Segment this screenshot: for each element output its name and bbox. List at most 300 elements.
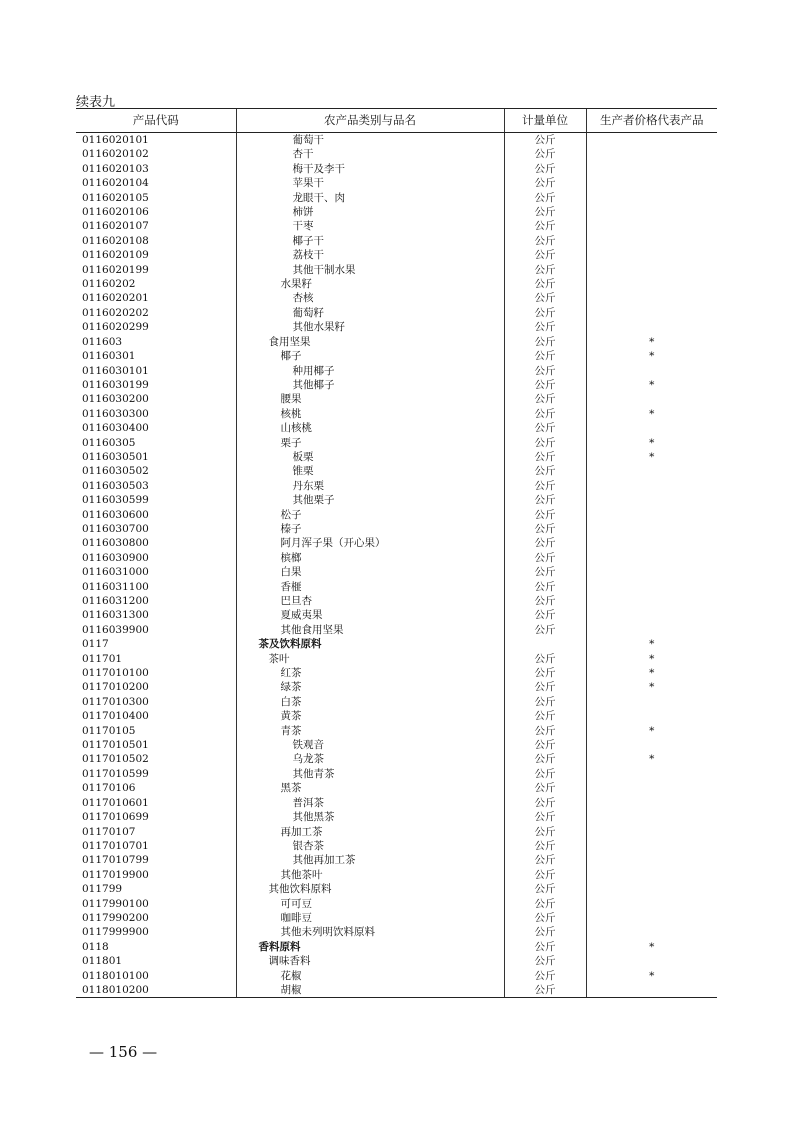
unit-cell: 公斤 — [504, 839, 586, 853]
unit-cell: 公斤 — [504, 969, 586, 983]
product-code-cell: 0117010400 — [82, 710, 149, 723]
representative-mark-cell — [586, 767, 717, 781]
unit-cell: 公斤 — [504, 205, 586, 219]
product-code-cell: 0116020202 — [82, 306, 149, 319]
product-code-cell: 0116030199 — [82, 378, 149, 391]
product-name-cell: 槟榔 — [236, 551, 504, 565]
table-row — [76, 940, 717, 954]
unit-cell: 公斤 — [504, 580, 586, 594]
product-code-cell: 0116020106 — [82, 206, 149, 219]
representative-mark-cell: * — [586, 335, 717, 349]
table-row — [76, 364, 717, 378]
product-name-cell: 葡萄籽 — [236, 306, 504, 320]
unit-cell: 公斤 — [504, 407, 586, 421]
unit-cell: 公斤 — [504, 263, 586, 277]
table-row — [76, 291, 717, 305]
table-row — [76, 969, 717, 983]
representative-mark-cell: * — [586, 666, 717, 680]
table-row — [76, 796, 717, 810]
page-number: — 156 — — [89, 1043, 158, 1061]
representative-mark-cell — [586, 983, 717, 998]
table-row — [76, 479, 717, 493]
product-code-cell: 0117010601 — [82, 796, 149, 809]
product-name-cell: 普洱茶 — [236, 796, 504, 810]
unit-cell: 公斤 — [504, 479, 586, 493]
product-name-cell: 胡椒 — [236, 983, 504, 998]
product-code-cell: 0117010300 — [82, 695, 149, 708]
table-row — [76, 853, 717, 867]
representative-mark-cell — [586, 205, 717, 219]
table-row — [76, 767, 717, 781]
product-code-cell: 01170106 — [82, 782, 136, 795]
unit-cell: 公斤 — [504, 436, 586, 450]
unit-cell: 公斤 — [504, 291, 586, 305]
unit-cell: 公斤 — [504, 306, 586, 320]
representative-mark-cell — [586, 234, 717, 248]
representative-mark-cell: * — [586, 752, 717, 766]
product-name-cell: 椰子干 — [236, 234, 504, 248]
unit-cell: 公斤 — [504, 882, 586, 896]
product-code-cell: 0116020299 — [82, 321, 149, 334]
unit-cell: 公斤 — [504, 796, 586, 810]
unit-cell: 公斤 — [504, 176, 586, 190]
unit-cell: 公斤 — [504, 219, 586, 233]
representative-mark-cell — [586, 306, 717, 320]
table-row — [76, 522, 717, 536]
representative-mark-cell — [586, 897, 717, 911]
product-name-cell: 锥栗 — [236, 464, 504, 478]
table-row — [76, 925, 717, 939]
unit-cell: 公斤 — [504, 147, 586, 161]
table-row — [76, 882, 717, 896]
table-row — [76, 133, 717, 148]
representative-mark-cell — [586, 825, 717, 839]
unit-cell: 公斤 — [504, 911, 586, 925]
unit-cell: 公斤 — [504, 752, 586, 766]
unit-cell: 公斤 — [504, 464, 586, 478]
product-name-cell: 种用椰子 — [236, 364, 504, 378]
product-code-cell: 0116031200 — [82, 595, 149, 607]
product-name-cell: 茶及饮料原料 — [236, 637, 504, 651]
representative-mark-cell: * — [586, 724, 717, 738]
product-code-cell: 0116031100 — [82, 580, 149, 593]
table-row — [76, 306, 717, 320]
table-row — [76, 450, 717, 464]
product-code-cell: 011701 — [82, 652, 123, 665]
representative-mark-cell — [586, 853, 717, 867]
table-row — [76, 983, 717, 998]
continued-table-label: 续表九 — [76, 95, 116, 110]
unit-cell: 公斤 — [504, 767, 586, 781]
table-row — [76, 219, 717, 233]
representative-mark-cell: * — [586, 652, 717, 666]
product-code-cell: 0116031000 — [82, 566, 149, 579]
table-row — [76, 234, 717, 248]
representative-mark-cell — [586, 623, 717, 637]
product-name-cell: 松子 — [236, 508, 504, 522]
representative-mark-cell — [586, 882, 717, 896]
representative-mark-cell — [586, 479, 717, 493]
unit-cell: 公斤 — [504, 652, 586, 666]
representative-mark-cell — [586, 133, 717, 148]
table-row — [76, 580, 717, 594]
product-code-cell: 0116020109 — [82, 249, 149, 262]
product-name-cell: 乌龙茶 — [236, 752, 504, 766]
table-row — [76, 565, 717, 579]
unit-cell: 公斤 — [504, 248, 586, 262]
product-code-cell: 0118010100 — [82, 969, 149, 982]
representative-mark-cell — [586, 176, 717, 190]
product-code-cell: 0116030400 — [82, 422, 149, 435]
representative-mark-cell — [586, 796, 717, 810]
product-name-cell: 香榧 — [236, 580, 504, 594]
product-name-cell: 白茶 — [236, 695, 504, 709]
product-name-cell: 青茶 — [236, 724, 504, 738]
product-code-cell: 0116030200 — [82, 393, 149, 406]
product-code-cell: 0116030300 — [82, 407, 149, 420]
product-code-cell: 0116030503 — [82, 479, 149, 492]
product-code-cell: 0117010799 — [82, 854, 149, 867]
table-row — [76, 205, 717, 219]
table-row — [76, 464, 717, 478]
product-name-cell: 茶叶 — [236, 652, 504, 666]
table-row — [76, 147, 717, 161]
unit-cell: 公斤 — [504, 983, 586, 998]
product-name-cell: 其他未列明饮料原料 — [236, 925, 504, 939]
representative-mark-cell — [586, 364, 717, 378]
unit-cell: 公斤 — [504, 608, 586, 622]
representative-mark-cell: * — [586, 436, 717, 450]
product-name-cell: 葡萄干 — [236, 133, 504, 148]
product-name-cell: 栗子 — [236, 436, 504, 450]
table-row — [76, 536, 717, 550]
product-code-cell: 0116030700 — [82, 522, 149, 535]
table-row — [76, 810, 717, 824]
product-code-cell: 01160305 — [82, 436, 136, 449]
table-row — [76, 508, 717, 522]
table-row — [76, 162, 717, 176]
unit-cell: 公斤 — [504, 378, 586, 392]
unit-cell: 公斤 — [504, 940, 586, 954]
representative-mark-cell — [586, 709, 717, 723]
representative-mark-cell — [586, 162, 717, 176]
product-code-cell: 0116039900 — [82, 623, 149, 636]
product-code-cell: 01160202 — [82, 278, 136, 291]
table-row — [76, 248, 717, 262]
product-code-cell: 01170107 — [82, 825, 136, 838]
unit-cell: 公斤 — [504, 738, 586, 752]
product-name-cell: 其他黑茶 — [236, 810, 504, 824]
representative-mark-cell — [586, 291, 717, 305]
table-row — [76, 724, 717, 738]
product-code-cell: 0117010599 — [82, 767, 149, 780]
product-code-cell: 011799 — [82, 883, 123, 896]
representative-mark-cell: * — [586, 969, 717, 983]
product-name-cell: 其他茶叶 — [236, 868, 504, 882]
representative-mark-cell — [586, 925, 717, 939]
product-name-cell: 板栗 — [236, 450, 504, 464]
product-code-cell: 0116030600 — [82, 508, 149, 521]
product-code-cell: 0116020101 — [82, 134, 149, 146]
product-code-cell: 01160301 — [82, 350, 136, 363]
unit-cell: 公斤 — [504, 277, 586, 291]
unit-cell: 公斤 — [504, 335, 586, 349]
table-row — [76, 666, 717, 680]
unit-cell: 公斤 — [504, 364, 586, 378]
representative-mark-cell — [586, 263, 717, 277]
representative-mark-cell: * — [586, 407, 717, 421]
representative-mark-cell — [586, 738, 717, 752]
product-name-cell: 龙眼干、肉 — [236, 191, 504, 205]
unit-cell: 公斤 — [504, 810, 586, 824]
product-code-cell: 011603 — [82, 335, 123, 348]
unit-cell — [504, 637, 586, 651]
product-name-cell: 黑茶 — [236, 781, 504, 795]
unit-cell: 公斤 — [504, 897, 586, 911]
unit-cell: 公斤 — [504, 349, 586, 363]
product-code-cell: 0117010502 — [82, 753, 149, 766]
table-row — [76, 623, 717, 637]
unit-cell: 公斤 — [504, 724, 586, 738]
unit-cell: 公斤 — [504, 594, 586, 608]
representative-mark-cell — [586, 219, 717, 233]
representative-mark-cell — [586, 810, 717, 824]
product-catalog-table — [76, 108, 717, 998]
table-row — [76, 320, 717, 334]
representative-mark-cell — [586, 565, 717, 579]
product-name-cell: 再加工茶 — [236, 825, 504, 839]
product-name-cell: 其他干制水果 — [236, 263, 504, 277]
table-row — [76, 709, 717, 723]
table-row — [76, 191, 717, 205]
product-name-cell: 夏威夷果 — [236, 608, 504, 622]
representative-mark-cell — [586, 580, 717, 594]
product-code-cell: 0116020102 — [82, 148, 149, 161]
product-name-cell: 食用坚果 — [236, 335, 504, 349]
table-row — [76, 493, 717, 507]
table-row — [76, 652, 717, 666]
product-name-cell: 调味香料 — [236, 954, 504, 968]
header-product-code: 产品代码 — [76, 109, 236, 133]
table-row — [76, 263, 717, 277]
product-code-cell: 0117990100 — [82, 897, 149, 910]
representative-mark-cell — [586, 320, 717, 334]
product-name-cell: 核桃 — [236, 407, 504, 421]
unit-cell: 公斤 — [504, 680, 586, 694]
representative-mark-cell — [586, 868, 717, 882]
table-row — [76, 392, 717, 406]
unit-cell: 公斤 — [504, 709, 586, 723]
unit-cell: 公斤 — [504, 421, 586, 435]
product-name-cell: 椰子 — [236, 349, 504, 363]
product-code-cell: 0117010699 — [82, 811, 149, 824]
product-name-cell: 其他椰子 — [236, 378, 504, 392]
table-header-row — [76, 109, 717, 133]
product-name-cell: 其他栗子 — [236, 493, 504, 507]
table-row — [76, 551, 717, 565]
table-row — [76, 176, 717, 190]
product-name-cell: 咖啡豆 — [236, 911, 504, 925]
table-row — [76, 335, 717, 349]
product-code-cell: 0118010200 — [76, 983, 236, 998]
representative-mark-cell: * — [586, 680, 717, 694]
table-row — [76, 911, 717, 925]
product-name-cell: 其他再加工茶 — [236, 853, 504, 867]
table-row — [76, 897, 717, 911]
representative-mark-cell — [586, 695, 717, 709]
product-name-cell: 其他水果籽 — [236, 320, 504, 334]
product-name-cell: 丹东栗 — [236, 479, 504, 493]
representative-mark-cell — [586, 421, 717, 435]
product-code-cell: 0116020104 — [82, 177, 149, 190]
unit-cell: 公斤 — [504, 868, 586, 882]
product-code-cell: 0116020103 — [82, 162, 149, 175]
table-row — [76, 695, 717, 709]
product-code-cell: 0117999900 — [82, 926, 149, 939]
product-code-cell: 0116031300 — [82, 609, 149, 622]
representative-mark-cell: * — [586, 378, 717, 392]
product-name-cell: 梅干及李干 — [236, 162, 504, 176]
table-row — [76, 608, 717, 622]
product-code-cell: 0117 — [82, 638, 109, 651]
table-row — [76, 738, 717, 752]
representative-mark-cell: * — [586, 940, 717, 954]
product-code-cell: 0116020107 — [82, 220, 149, 233]
table-row — [76, 868, 717, 882]
representative-mark-cell — [586, 493, 717, 507]
product-name-cell: 铁观音 — [236, 738, 504, 752]
unit-cell: 公斤 — [504, 623, 586, 637]
product-name-cell: 水果籽 — [236, 277, 504, 291]
product-code-cell: 0116030800 — [82, 537, 149, 550]
table-row — [76, 421, 717, 435]
product-name-cell: 巴旦杏 — [236, 594, 504, 608]
representative-mark-cell — [586, 536, 717, 550]
product-name-cell: 柿饼 — [236, 205, 504, 219]
representative-mark-cell — [586, 277, 717, 291]
unit-cell: 公斤 — [504, 781, 586, 795]
product-code-cell: 011801 — [82, 955, 123, 968]
product-code-cell: 0116030900 — [82, 551, 149, 564]
representative-mark-cell — [586, 608, 717, 622]
header-category-name: 农产品类别与品名 — [236, 109, 504, 133]
unit-cell: 公斤 — [504, 191, 586, 205]
representative-mark-cell: * — [586, 637, 717, 651]
representative-mark-cell — [586, 911, 717, 925]
header-unit: 计量单位 — [504, 109, 586, 133]
product-name-cell: 银杏茶 — [236, 839, 504, 853]
unit-cell: 公斤 — [504, 450, 586, 464]
product-name-cell: 其他饮料原料 — [236, 882, 504, 896]
product-name-cell: 阿月浑子果（开心果） — [236, 536, 504, 550]
product-code-cell: 0117010100 — [82, 667, 149, 680]
product-name-cell: 绿茶 — [236, 680, 504, 694]
unit-cell: 公斤 — [504, 133, 586, 148]
unit-cell: 公斤 — [504, 536, 586, 550]
table-row — [76, 680, 717, 694]
product-code-cell: 0116030502 — [82, 465, 149, 478]
product-code-cell: 0117010501 — [82, 739, 149, 752]
product-code-cell: 0116030501 — [82, 450, 149, 463]
table-row — [76, 781, 717, 795]
unit-cell: 公斤 — [504, 925, 586, 939]
representative-mark-cell — [586, 594, 717, 608]
table-row — [76, 277, 717, 291]
product-name-cell: 荔枝干 — [236, 248, 504, 262]
unit-cell: 公斤 — [504, 522, 586, 536]
product-code-cell: 0117990200 — [82, 911, 149, 924]
product-name-cell: 黄茶 — [236, 709, 504, 723]
table-row — [76, 825, 717, 839]
unit-cell: 公斤 — [504, 508, 586, 522]
unit-cell: 公斤 — [504, 234, 586, 248]
header-producer-price-representative: 生产者价格代表产品 — [586, 109, 717, 133]
product-name-cell: 其他青茶 — [236, 767, 504, 781]
unit-cell: 公斤 — [504, 565, 586, 579]
representative-mark-cell — [586, 464, 717, 478]
table-row — [76, 378, 717, 392]
table-row — [76, 349, 717, 363]
representative-mark-cell — [586, 191, 717, 205]
unit-cell: 公斤 — [504, 320, 586, 334]
product-name-cell: 香料原料 — [236, 940, 504, 954]
product-name-cell: 杏干 — [236, 147, 504, 161]
product-code-cell: 0117019900 — [82, 868, 149, 881]
product-code-cell: 0116020199 — [82, 263, 149, 276]
table-row — [76, 407, 717, 421]
product-code-cell: 0118 — [82, 940, 109, 953]
representative-mark-cell — [586, 392, 717, 406]
product-name-cell: 榛子 — [236, 522, 504, 536]
product-name-cell: 可可豆 — [236, 897, 504, 911]
representative-mark-cell — [586, 147, 717, 161]
representative-mark-cell: * — [586, 450, 717, 464]
product-code-cell: 0116020201 — [82, 292, 149, 305]
table-row — [76, 594, 717, 608]
table-row — [76, 752, 717, 766]
unit-cell: 公斤 — [504, 162, 586, 176]
table-body — [76, 133, 717, 998]
product-name-cell: 杏核 — [236, 291, 504, 305]
product-code-cell: 01170105 — [82, 724, 136, 737]
product-name-cell: 红茶 — [236, 666, 504, 680]
product-code-cell: 0116030101 — [82, 364, 149, 377]
unit-cell: 公斤 — [504, 954, 586, 968]
representative-mark-cell — [586, 781, 717, 795]
table-row — [76, 637, 717, 651]
table-row — [76, 954, 717, 968]
unit-cell: 公斤 — [504, 853, 586, 867]
unit-cell: 公斤 — [504, 695, 586, 709]
unit-cell: 公斤 — [504, 392, 586, 406]
product-name-cell: 花椒 — [236, 969, 504, 983]
representative-mark-cell: * — [586, 349, 717, 363]
product-name-cell: 腰果 — [236, 392, 504, 406]
representative-mark-cell — [586, 551, 717, 565]
product-name-cell: 干枣 — [236, 219, 504, 233]
product-code-cell: 0116020108 — [82, 234, 149, 247]
representative-mark-cell — [586, 508, 717, 522]
representative-mark-cell — [586, 954, 717, 968]
product-code-cell: 0116020105 — [82, 191, 149, 204]
product-name-cell: 苹果干 — [236, 176, 504, 190]
unit-cell: 公斤 — [504, 825, 586, 839]
representative-mark-cell — [586, 522, 717, 536]
table-row — [76, 839, 717, 853]
product-code-cell: 0117010701 — [82, 839, 149, 852]
product-name-cell: 白果 — [236, 565, 504, 579]
representative-mark-cell — [586, 248, 717, 262]
